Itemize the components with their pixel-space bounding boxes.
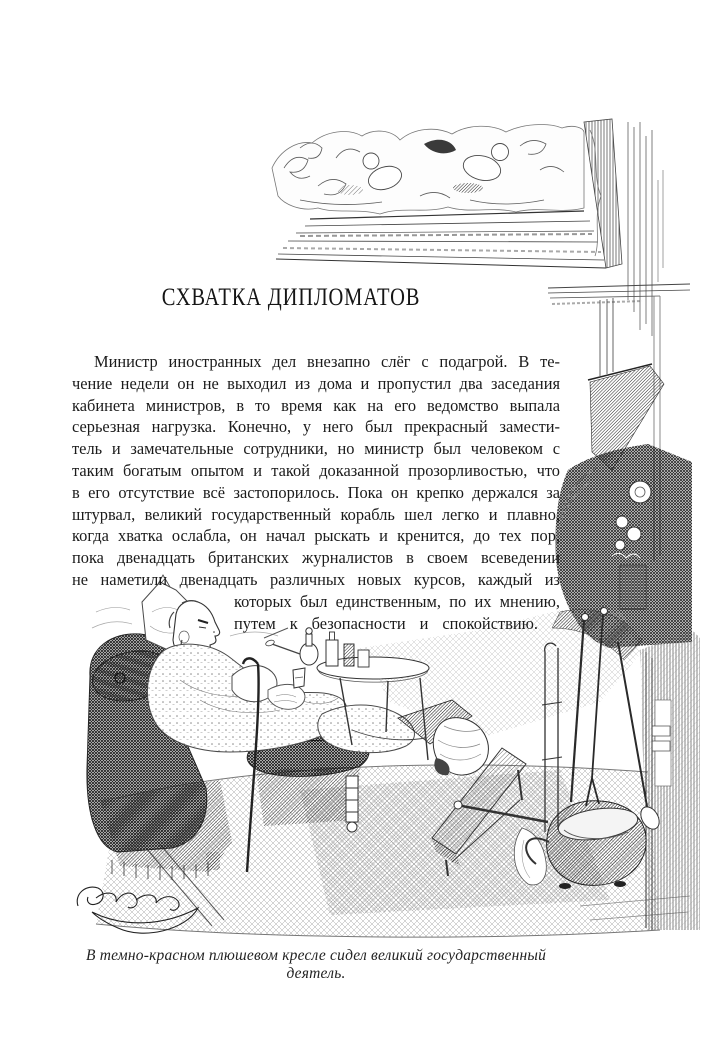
text-line: штурвал, великий государственный корабль шел легко и плавно, (72, 504, 560, 524)
text-line: тель и замечательные сотрудники, но министр был человеком с (72, 439, 560, 459)
text-line: которых был единственным, по их мнению, (234, 591, 560, 611)
text-line: таким богатым опытом и такой доказанной прозорливостью, что (72, 460, 560, 480)
illustration-caption: В темно-красном плюшевом кресле сидел великий государственный деятель. (85, 947, 547, 982)
medicine-glass (293, 668, 305, 688)
text-line: Министр иностранных дел внезапно слёг с подагрой. В те- (94, 352, 560, 371)
text-line: серьезная нагрузка. Конечно, у него был прекрасный замести- (72, 417, 560, 437)
framed-painting (272, 119, 622, 268)
text-line: когда хватка ослабла, он начал рыскать и кренится, до тех пор, (72, 526, 560, 546)
text-line: кабинета министров, в то время как на его ведомство выпала (72, 395, 560, 415)
chapter-title: СХВАТКА ДИПЛОМАТОВ (161, 284, 421, 311)
text-line: путем к безопасности и спокойствию. (234, 613, 538, 633)
mantel-ornaments (556, 364, 693, 648)
wall-corner (628, 122, 663, 336)
chapter-paragraph (72, 351, 560, 634)
text-line: чение недели он не выходил из дома и пропустил два заседания (72, 373, 560, 393)
text-line: пока двенадцать британских журналистов в своем всеведении (72, 548, 560, 568)
text-line: в его отсутствие всё застопорилось. Пока он крепко держался за (72, 482, 560, 502)
text-line: не наметили двенадцать различных новых курсов, каждый из (72, 569, 560, 589)
